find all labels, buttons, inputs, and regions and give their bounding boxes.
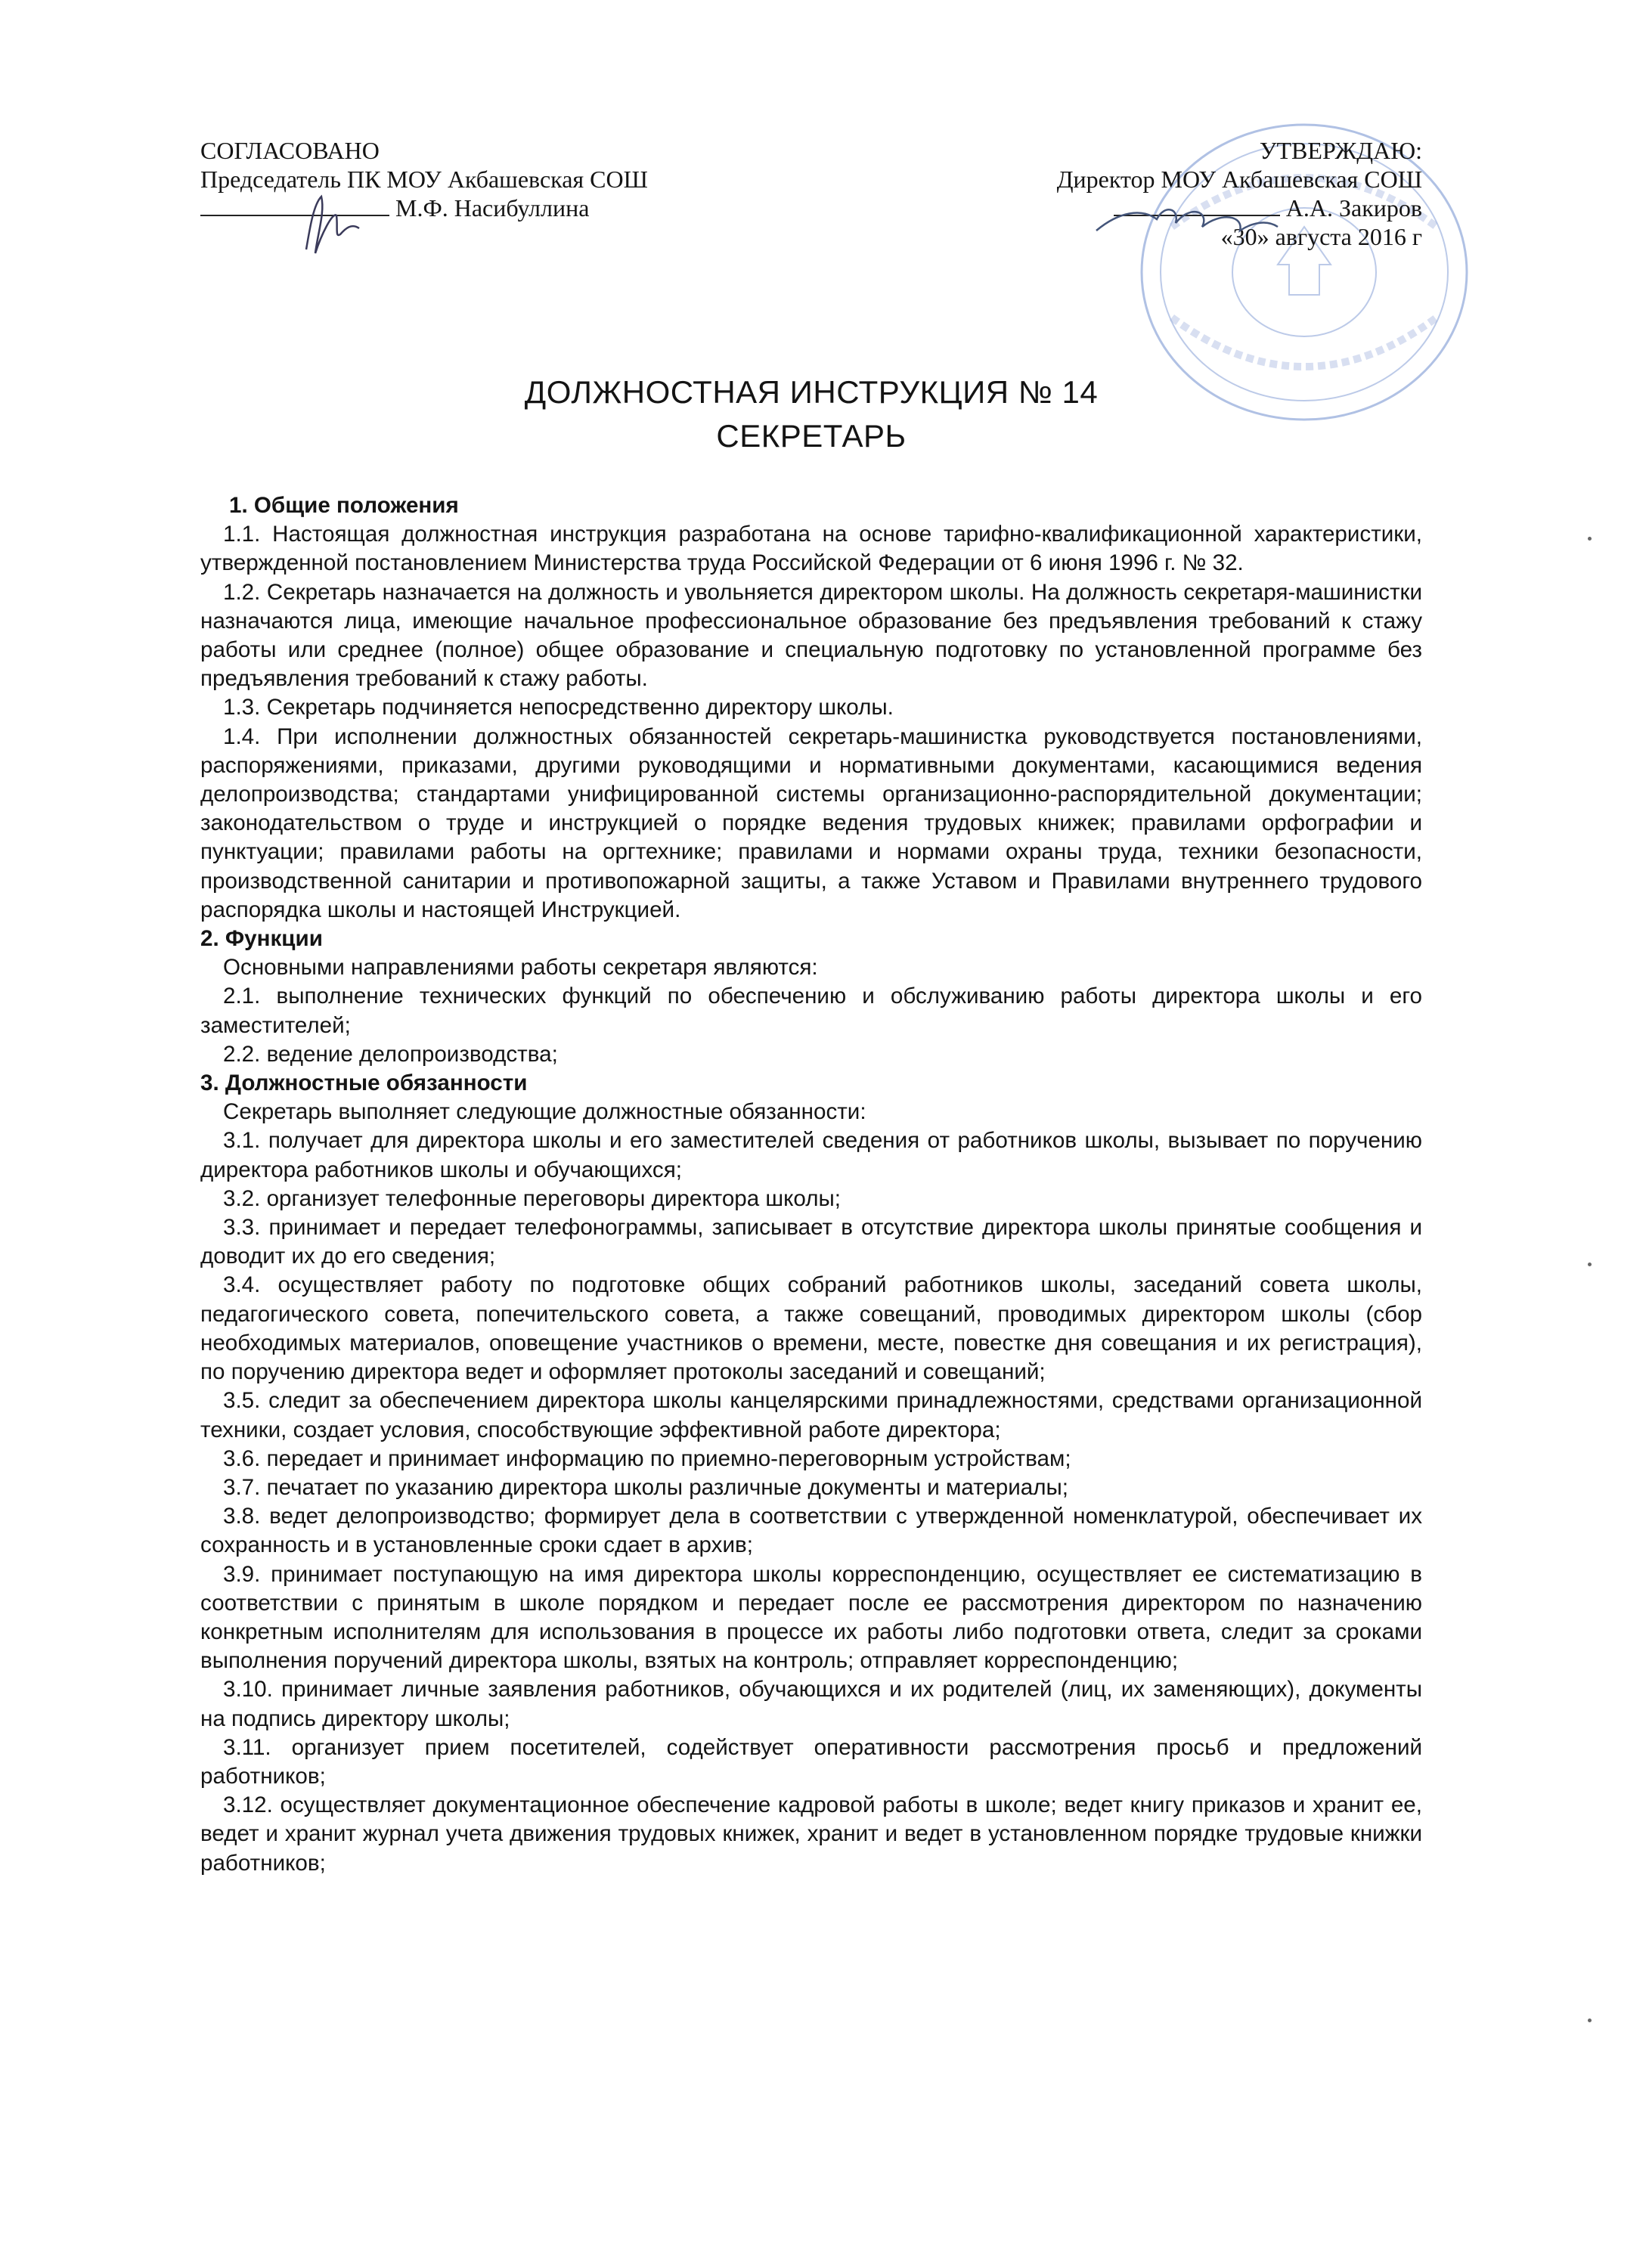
agreed-label: СОГЛАСОВАНО xyxy=(200,137,380,164)
paragraph-2-1: 2.1. выполнение технических функций по обеспечению и обслуживанию работы директора школы и его заместителей; xyxy=(200,984,1422,1038)
paragraph-3-9: 3.9. принимает поступающую на имя директора школы корреспонденцию, осуществляет ее систематизацию в соответствии с принятым в школе порядком и передает после ее рассмотрения директором по назначению конкретным исполнителям для использования в процессе их работы либо подготовки ответа, следит за сроками выполнения поручений директора школы, взятых на контроль; отправляет корреспонденцию; xyxy=(200,1561,1422,1674)
document-title xyxy=(200,370,1422,458)
paragraph-1-3: 1.3. Секретарь подчиняется непосредственно директору школы. xyxy=(223,695,894,720)
section-2-intro: Основными направлениями работы секретаря являются: xyxy=(223,955,818,981)
section-1-heading: 1. Общие положения xyxy=(229,493,459,518)
agreed-position: Председатель ПК МОУ Акбашевская СОШ xyxy=(200,166,648,193)
right-signature-image xyxy=(1089,189,1285,249)
approved-signer: А.А. Закиров xyxy=(1285,194,1422,222)
paragraph-3-2: 3.2. организует телефонные переговоры директора школы; xyxy=(223,1185,842,1211)
agreed-signature-line xyxy=(200,194,648,222)
left-signature-image xyxy=(291,181,374,265)
paragraph-3-4: 3.4. осуществляет работу по подготовке общих собраний работников школы, заседаний совета школы, педагогического совета, попечительского совета, а также совещаний, проводимых директором школы (сбор необходимых материалов, оповещение участников о времени, месте, повестке дня совещания и их регистрация), по поручению директора ведет и оформляет протоколы заседаний и совещаний; xyxy=(200,1272,1422,1385)
scan-speck xyxy=(1588,2019,1592,2022)
document-body xyxy=(200,491,1422,1878)
paragraph-2-2: 2.2. ведение делопроизводства; xyxy=(223,1041,558,1067)
paragraph-3-1: 3.1. получает для директора школы и его заместителей сведения от работников школы, вызывает по поручению директора работников школы и обучающихся; xyxy=(200,1128,1422,1182)
paragraph-3-5: 3.5. следит за обеспечением директора школы канцелярскими принадлежностями, средствами организационной техники, создает условия, способствующие эффективной работе директора; xyxy=(200,1388,1422,1442)
paragraph-1-2: 1.2. Секретарь назначается на должность и увольняется директором школы. На должность секретаря-машинистки назначаются лица, имеющие начальное профессиональное образование без предъявления требований к стажу работы или среднее (полное) общее образование и специальную подготовку по установленной программе без предъявления требований к стажу работы. xyxy=(200,579,1422,692)
approved-label: УТВЕРЖДАЮ: xyxy=(1259,137,1422,164)
paragraph-3-3: 3.3. принимает и передает телефонограммы, записывает в отсутствие директора школы принятые сообщения и доводит их до его сведения; xyxy=(200,1215,1422,1269)
section-3-heading: 3. Должностные обязанности xyxy=(200,1070,528,1096)
scan-speck xyxy=(1588,537,1592,541)
approved-date: «30» августа 2016 г xyxy=(1220,223,1422,250)
paragraph-3-10: 3.10. принимает личные заявления работников, обучающихся и их родителей (лиц, их заменяющих), документы на подпись директору школы; xyxy=(200,1677,1422,1731)
title-line-2: СЕКРЕТАРЬ xyxy=(716,418,907,454)
paragraph-1-4: 1.4. При исполнении должностных обязанностей секретарь-машинистка руководствуется постановлениями, распоряжениями, приказами, другими руководящими и нормативными документами, касающимися ведения делопроизводства; стандартами унифицированной системы организационно-распорядительной документации; законодательством о труде и инструкцией о порядке ведения трудовых книжек; правилами орфографии и пунктуации; правилами работы на оргтехнике; правилами и нормами охраны труда, техники безопасности, производственной санитарии и противопожарной защиты, а также Уставом и Правилами внутреннего трудового распорядка школы и настоящей Инструкцией. xyxy=(200,723,1422,922)
paragraph-3-12: 3.12. осуществляет документационное обеспечение кадровой работы в школе; ведет книгу приказов и хранит ее, ведет и хранит журнал учета движения трудовых книжек, хранит и ведет в установленном порядке трудовые книжки работников; xyxy=(200,1792,1422,1876)
scan-speck xyxy=(1588,1263,1592,1266)
approved-position: Директор МОУ Акбашевская СОШ xyxy=(1056,166,1422,193)
approval-block-left xyxy=(200,136,648,222)
title-line-1: ДОЛЖНОСТНАЯ ИНСТРУКЦИЯ № 14 xyxy=(524,374,1099,410)
paragraph-3-11: 3.11. организует прием посетителей, содействует оперативности рассмотрения просьб и предложений работников; xyxy=(200,1734,1422,1789)
agreed-signer: М.Ф. Насибуллина xyxy=(395,194,590,222)
paragraph-3-8: 3.8. ведет делопроизводство; формирует дела в соответствии с утвержденной номенклатурой, обеспечивает их сохранность и в установленные сроки сдает в архив; xyxy=(200,1504,1422,1558)
paragraph-1-1: 1.1. Настоящая должностная инструкция разработана на основе тарифно-квалификационной характеристики, утвержденной постановлением Министерства труда Российской Федерации от 6 июня 1996 г. № 32. xyxy=(200,522,1422,576)
section-2-heading: 2. Функции xyxy=(200,926,323,952)
paragraph-3-7: 3.7. печатает по указанию директора школы различные документы и материалы; xyxy=(223,1474,1068,1500)
section-3-intro: Секретарь выполняет следующие должностные обязанности: xyxy=(223,1099,866,1125)
paragraph-3-6: 3.6. передает и принимает информацию по приемно-переговорным устройствам; xyxy=(223,1445,1071,1471)
